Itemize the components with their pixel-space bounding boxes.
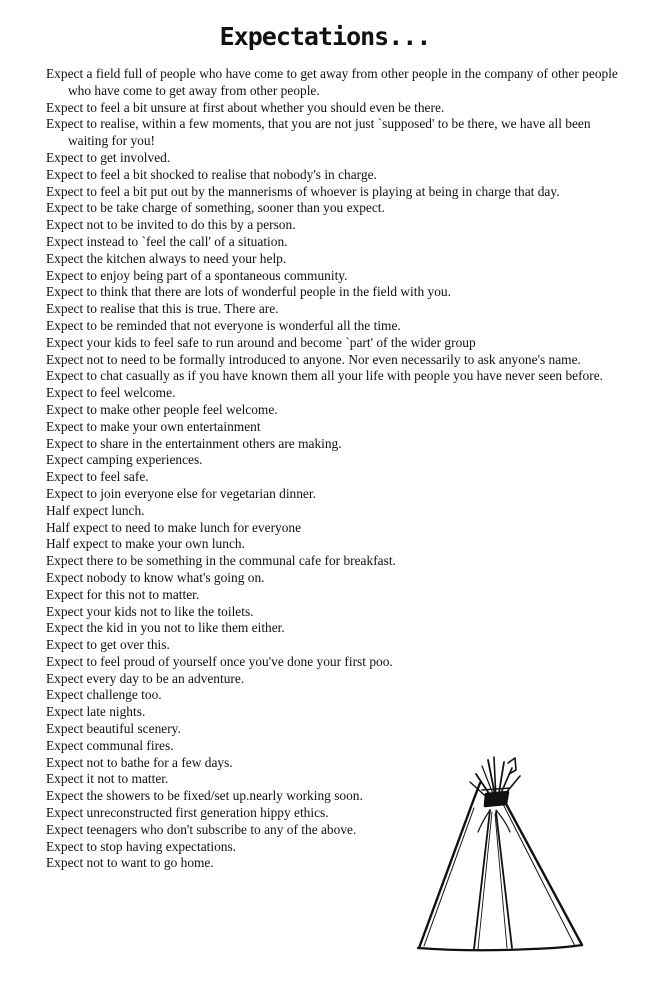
list-item: Expect for this not to matter. [46,586,200,602]
list-item: Expect not to be invited to do this by a person. [46,217,296,233]
list-item: Expect a field full of people who have come to get away from other people in the company of other people who have come to get away from other people. [46,66,618,98]
list-item: Expect to chat casually as if you have known them all your life with people you have never seen before. [46,368,604,384]
list-item: Expect to stop having expectations. [46,838,237,854]
list-item: Expect to make other people feel welcome. [46,401,278,417]
list-item: Half expect to need to make lunch for everyone [46,519,302,535]
list-item: Expect to realise that this is true. There are. [46,301,279,317]
list-item: Expect not to need to be formally introduced to anyone. Nor even necessarily to ask anyone's name. [46,351,581,367]
list-item: Expect not to bathe for a few days. [46,754,233,770]
list-item: Expect unreconstructed first generation hippy ethics. [46,805,329,821]
list-item: Expect beautiful scenery. [46,721,181,737]
list-item: Expect your kids not to like the toilets. [46,603,254,619]
list-item: Expect to make your own entertainment [46,418,261,434]
list-item: Expect teenagers who don't subscribe to any of the above. [46,821,357,837]
tipi-icon [412,752,587,967]
list-item: Expect to feel proud of yourself once you've done your first poo. [46,653,393,669]
page-title: Expectations... [219,22,431,51]
list-item: Expect to be reminded that not everyone is wonderful all the time. [46,317,401,333]
list-item: Expect to feel safe. [46,469,149,485]
list-item: Expect every day to be an adventure. [46,670,245,686]
list-item: Expect your kids to feel safe to run around and become `part' of the wider group [46,334,476,350]
list-item: Expect communal fires. [46,737,174,753]
list-item: Expect to enjoy being part of a spontaneous community. [46,267,348,283]
list-item: Expect to join everyone else for vegetarian dinner. [46,485,316,501]
list-item: Half expect lunch. [46,502,145,518]
list-item: Expect there to be something in the communal cafe for breakfast. [46,553,396,569]
list-item: Expect to feel a bit put out by the mannerisms of whoever is playing at being in charge that day. [46,183,560,199]
list-item: Half expect to make your own lunch. [46,536,245,552]
list-item: Expect the kid in you not to like them either. [46,620,285,636]
list-item: Expect to be take charge of something, sooner than you expect. [46,200,385,216]
list-item: Expect instead to `feel the call' of a situation. [46,233,288,249]
list-item: Expect nobody to know what's going on. [46,569,265,585]
list-item: Expect it not to matter. [46,771,169,787]
list-item: Expect late nights. [46,704,146,720]
list-item: Expect challenge too. [46,687,162,703]
list-item: Expect the kitchen always to need your help. [46,250,287,266]
list-item: Expect to think that there are lots of wonderful people in the field with you. [46,284,451,300]
list-item: Expect to get over this. [46,637,170,653]
list-item: Expect to realise, within a few moments, that you are not just `supposed' to be there, we have all been waiting for you! [46,116,591,149]
list-item: Expect to feel a bit shocked to realise that nobody's in charge. [46,166,377,182]
list-item: Expect not to want to go home. [46,855,214,871]
list-item: Expect to feel welcome. [46,385,176,401]
list-item: Expect camping experiences. [46,452,203,468]
list-item: Expect to share in the entertainment others are making. [46,435,342,451]
list-item: Expect the showers to be fixed/set up.nearly working soon. [46,788,363,804]
list-item: Expect to get involved. [46,149,171,165]
list-item: Expect to feel a bit unsure at first about whether you should even be there. [46,99,445,115]
